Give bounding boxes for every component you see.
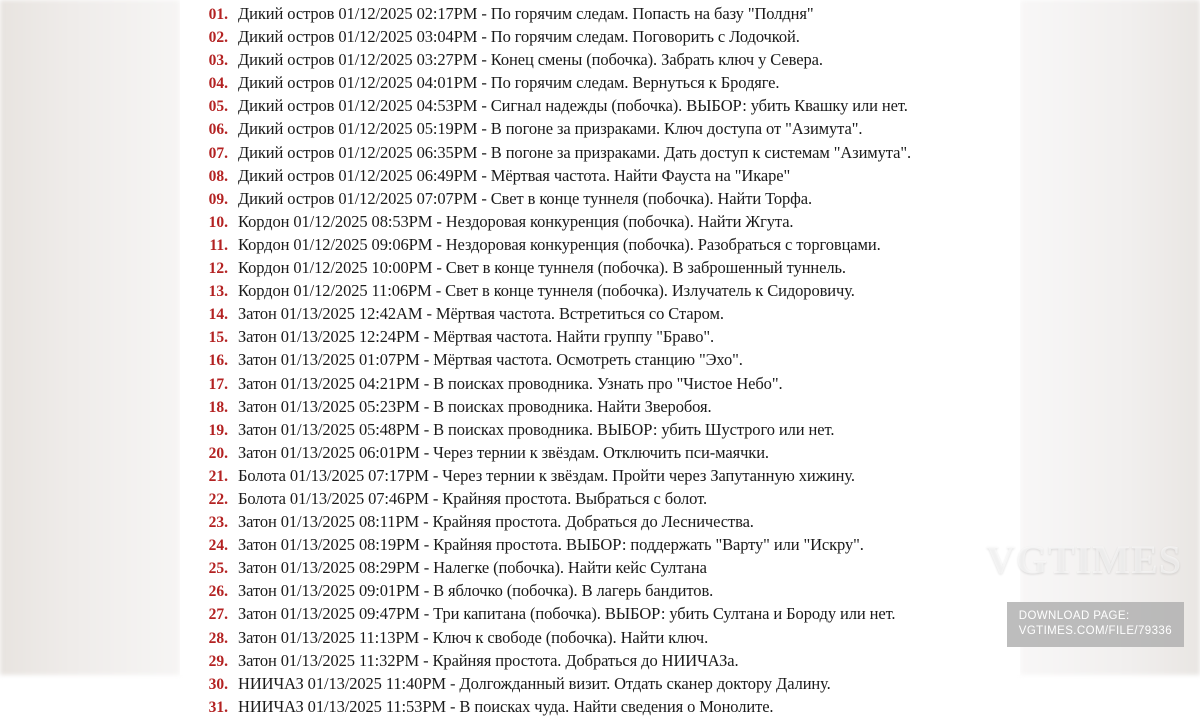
list-item-text: Затон 01/13/2025 11:32PM - Крайняя простота. Добраться до НИИЧАЗа. xyxy=(238,650,739,670)
list-item xyxy=(180,2,1020,25)
list-item-text: Затон 01/13/2025 05:48PM - В поисках проводника. ВЫБОР: убить Шустрого или нет. xyxy=(238,419,835,439)
list-item xyxy=(180,325,1020,348)
list-item-number: 23. xyxy=(208,514,228,532)
list-item xyxy=(180,556,1020,579)
list-item-text: Болота 01/13/2025 07:17PM - Через тернии к звёздам. Пройти через Запутанную хижину. xyxy=(238,465,855,485)
list-item xyxy=(180,395,1020,418)
list-item xyxy=(180,164,1020,187)
quest-list xyxy=(180,2,1020,718)
list-item-text: Дикий остров 01/12/2025 04:01PM - По горячим следам. Вернуться к Бродяге. xyxy=(238,73,780,93)
list-item xyxy=(180,602,1020,625)
download-label: DOWNLOAD PAGE: xyxy=(1018,610,1130,622)
list-item-text: НИИЧАЗ 01/13/2025 11:40PM - Долгожданный визит. Отдать сканер доктору Далину. xyxy=(238,673,831,693)
list-item-number: 26. xyxy=(208,583,228,601)
list-item xyxy=(180,649,1020,672)
right-blur-band xyxy=(1020,0,1200,675)
list-item xyxy=(180,279,1020,302)
list-item xyxy=(180,626,1020,649)
list-item-number: 07. xyxy=(208,144,228,162)
list-item-text: Затон 01/13/2025 01:07PM - Мёртвая частота. Осмотреть станцию "Эхо". xyxy=(238,350,743,370)
list-item xyxy=(180,672,1020,695)
list-item-text: Дикий остров 01/12/2025 02:17PM - По горячим следам. Попасть на базу "Полдня" xyxy=(238,4,814,23)
list-item xyxy=(180,233,1020,256)
list-item-text: Затон 01/13/2025 05:23PM - В поисках проводника. Найти Зверобоя. xyxy=(238,396,712,416)
list-item-number: 08. xyxy=(208,167,228,185)
list-item xyxy=(180,441,1020,464)
list-item-text: Кордон 01/12/2025 08:53PM - Нездоровая конкуренция (побочка). Найти Жгута. xyxy=(238,211,794,231)
list-item-number: 01. xyxy=(208,6,228,23)
list-item-number: 17. xyxy=(208,375,228,393)
list-item-text: Кордон 01/12/2025 09:06PM - Нездоровая конкуренция (побочка). Разобраться с торговцами. xyxy=(238,234,881,254)
list-item-number: 13. xyxy=(208,283,228,301)
list-item xyxy=(180,187,1020,210)
list-item xyxy=(180,141,1020,164)
list-item-text: Затон 01/13/2025 09:47PM - Три капитана (побочка). ВЫБОР: убить Султана и Бороду или нет. xyxy=(238,604,896,624)
list-item xyxy=(180,510,1020,533)
list-item-number: 10. xyxy=(208,213,228,231)
list-item-number: 06. xyxy=(208,121,228,139)
list-item-number: 21. xyxy=(208,467,228,485)
list-item xyxy=(180,464,1020,487)
list-item xyxy=(180,372,1020,395)
list-item-number: 31. xyxy=(208,698,228,716)
list-item xyxy=(180,94,1020,117)
list-item-text: Дикий остров 01/12/2025 05:19PM - В погоне за призраками. Ключ доступа от "Азимута". xyxy=(238,119,863,139)
list-item-number: 28. xyxy=(208,629,228,647)
list-item-text: Дикий остров 01/12/2025 03:04PM - По горячим следам. Поговорить с Лодочкой. xyxy=(238,27,800,47)
list-item-text: Затон 01/13/2025 04:21PM - В поисках проводника. Узнать про "Чистое Небо". xyxy=(238,373,783,393)
download-page-badge[interactable] xyxy=(1007,602,1184,647)
list-item xyxy=(180,117,1020,140)
list-item-number: 02. xyxy=(208,29,228,47)
list-item-number: 09. xyxy=(208,190,228,208)
list-item-text: Затон 01/13/2025 09:01PM - В яблочко (побочка). В лагерь бандитов. xyxy=(238,581,714,601)
list-item-text: Дикий остров 01/12/2025 06:35PM - В погоне за призраками. Дать доступ к системам "Азимута". xyxy=(238,142,911,162)
list-item-number: 22. xyxy=(208,490,228,508)
list-item xyxy=(180,48,1020,71)
list-item-number: 11. xyxy=(209,236,228,254)
list-item-number: 03. xyxy=(208,52,228,70)
list-item xyxy=(180,533,1020,556)
list-item-number: 19. xyxy=(208,421,228,439)
list-item xyxy=(180,256,1020,279)
list-item-number: 14. xyxy=(208,306,228,324)
list-item-text: Кордон 01/12/2025 10:00PM - Свет в конце туннеля (побочка). В заброшенный туннель. xyxy=(238,258,846,278)
list-item-number: 29. xyxy=(208,652,228,670)
list-item xyxy=(180,348,1020,371)
list-item-number: 20. xyxy=(208,444,228,462)
list-item xyxy=(180,487,1020,510)
list-item xyxy=(180,418,1020,441)
left-blur-band xyxy=(0,0,180,675)
list-item xyxy=(180,25,1020,48)
list-item-number: 12. xyxy=(208,260,228,278)
list-item-text: НИИЧАЗ 01/13/2025 11:53PM - В поисках чуда. Найти сведения о Монолите. xyxy=(238,696,774,716)
list-item xyxy=(180,71,1020,94)
list-item-text: Затон 01/13/2025 11:13PM - Ключ к свободе (побочка). Найти ключ. xyxy=(238,627,709,647)
list-item-text: Кордон 01/12/2025 11:06PM - Свет в конце туннеля (побочка). Излучатель к Сидоровичу. xyxy=(238,281,855,301)
list-item-text: Дикий остров 01/12/2025 06:49PM - Мёртвая частота. Найти Фауста на "Икаре" xyxy=(238,165,791,185)
list-item xyxy=(180,210,1020,233)
list-item-text: Затон 01/13/2025 06:01PM - Через тернии к звёздам. Отключить пси-маячки. xyxy=(238,442,769,462)
list-item-text: Дикий остров 01/12/2025 07:07PM - Свет в конце туннеля (побочка). Найти Торфа. xyxy=(238,188,812,208)
list-item-number: 24. xyxy=(208,537,228,555)
list-item-number: 05. xyxy=(208,98,228,116)
list-item-number: 18. xyxy=(208,398,228,416)
list-item-text: Дикий остров 01/12/2025 03:27PM - Конец смены (побочка). Забрать ключ у Севера. xyxy=(238,50,823,70)
list-item xyxy=(180,695,1020,718)
list-item-text: Затон 01/13/2025 08:19PM - Крайняя простота. ВЫБОР: поддержать "Варту" или "Искру". xyxy=(238,535,864,555)
list-item-number: 15. xyxy=(208,329,228,347)
list-item-text: Затон 01/13/2025 08:11PM - Крайняя простота. Добраться до Лесничества. xyxy=(238,512,754,532)
list-item-number: 27. xyxy=(208,606,228,624)
list-item-number: 25. xyxy=(208,560,228,578)
list-item-number: 30. xyxy=(208,675,228,693)
list-item xyxy=(180,302,1020,325)
list-item-text: Дикий остров 01/12/2025 04:53PM - Сигнал надежды (побочка). ВЫБОР: убить Квашку или нет. xyxy=(238,96,908,116)
list-item-text: Затон 01/13/2025 08:29PM - Налегке (побочка). Найти кейс Султана xyxy=(238,558,707,578)
list-item-number: 04. xyxy=(208,75,228,93)
download-url: VGTIMES.COM/FILE/79336 xyxy=(1018,625,1172,637)
document-content xyxy=(180,0,1020,716)
list-item-text: Затон 01/13/2025 12:24PM - Мёртвая частота. Найти группу "Браво". xyxy=(238,327,715,347)
vgtimes-watermark: VGTIMES xyxy=(986,537,1182,582)
list-item-number: 16. xyxy=(208,352,228,370)
list-item-text: Болота 01/13/2025 07:46PM - Крайняя простота. Выбраться с болот. xyxy=(238,488,707,508)
list-item xyxy=(180,579,1020,602)
list-item-text: Затон 01/13/2025 12:42AM - Мёртвая частота. Встретиться со Старом. xyxy=(238,304,724,324)
